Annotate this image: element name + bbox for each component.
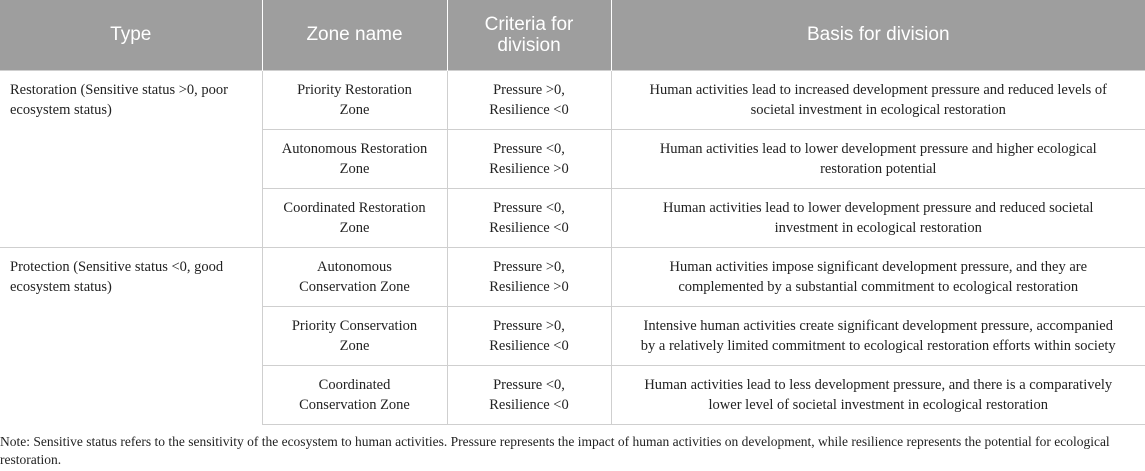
zone-name-line1: Coordinated — [318, 376, 391, 393]
zone-name-cell — [262, 365, 447, 424]
zone-name-line2: Zone — [339, 219, 370, 236]
criteria-line1: Pressure >0, — [493, 317, 565, 334]
criteria-line1: Pressure <0, — [493, 140, 565, 157]
type-cell-restoration: Restoration (Sensitive status >0, poor ecosystem status) — [0, 70, 262, 247]
header-type: Type — [0, 0, 262, 70]
zone-name-cell — [262, 306, 447, 365]
zone-name-line2: Zone — [339, 160, 370, 177]
basis-cell — [611, 365, 1145, 424]
table-row — [0, 70, 1145, 129]
header-row — [0, 0, 1145, 70]
header-criteria — [447, 0, 611, 70]
basis-line2: restoration potential — [820, 160, 937, 177]
criteria-cell — [447, 306, 611, 365]
table-note: Note: Sensitive status refers to the sensitivity of the ecosystem to human activities. Pressure represents the impact of human activities on development, while resilience represents the potential for ecological restoration. — [0, 434, 1110, 467]
basis-line1: Human activities lead to lower development pressure and higher ecological — [659, 140, 1097, 157]
header-zone-name: Zone name — [262, 0, 447, 70]
zone-name-line2: Zone — [339, 337, 370, 354]
basis-line2: lower level of societal investment in ecological restoration — [708, 396, 1048, 413]
table-body — [0, 70, 1145, 424]
criteria-line2: Resilience <0 — [489, 219, 569, 236]
basis-line2: societal investment in ecological restoration — [750, 101, 1006, 118]
zone-name-line1: Coordinated Restoration — [283, 199, 426, 216]
zone-name-cell — [262, 70, 447, 129]
zone-name-cell — [262, 129, 447, 188]
basis-line1: Human activities lead to lower development pressure and reduced societal — [663, 199, 1094, 216]
criteria-line2: Resilience <0 — [489, 337, 569, 354]
basis-cell — [611, 306, 1145, 365]
zone-name-line2: Conservation Zone — [299, 396, 410, 413]
criteria-line2: Resilience >0 — [489, 160, 569, 177]
criteria-line1: Pressure <0, — [493, 199, 565, 216]
zone-name-cell — [262, 188, 447, 247]
zone-name-cell — [262, 247, 447, 306]
criteria-line1: Pressure <0, — [493, 376, 565, 393]
basis-line2: investment in ecological restoration — [774, 219, 982, 236]
header-basis: Basis for division — [611, 0, 1145, 70]
criteria-cell — [447, 188, 611, 247]
criteria-line2: Resilience <0 — [489, 101, 569, 118]
basis-line1: Human activities lead to increased development pressure and reduced levels of — [649, 81, 1107, 98]
basis-cell — [611, 129, 1145, 188]
table-row — [0, 247, 1145, 306]
criteria-cell — [447, 365, 611, 424]
zone-name-line1: Autonomous Restoration — [281, 140, 428, 157]
zone-name-line2: Conservation Zone — [299, 278, 410, 295]
basis-line1: Intensive human activities create significant development pressure, accompanied — [643, 317, 1113, 334]
criteria-line2: Resilience <0 — [489, 396, 569, 413]
basis-cell — [611, 70, 1145, 129]
criteria-cell — [447, 129, 611, 188]
criteria-cell — [447, 247, 611, 306]
basis-cell — [611, 188, 1145, 247]
basis-line1: Human activities lead to less development pressure, and there is a comparatively — [644, 376, 1113, 393]
zone-name-line1: Autonomous — [317, 258, 392, 275]
criteria-cell — [447, 70, 611, 129]
zone-name-line1: Priority Restoration — [297, 81, 412, 98]
basis-line2: by a relatively limited commitment to ecological restoration efforts within society — [640, 337, 1116, 354]
table-header — [0, 0, 1145, 70]
header-criteria-line2: division — [497, 34, 561, 56]
criteria-line1: Pressure >0, — [493, 258, 565, 275]
header-criteria-line1: Criteria for — [484, 13, 574, 35]
basis-line1: Human activities impose significant development pressure, and they are — [669, 258, 1088, 275]
criteria-line2: Resilience >0 — [489, 278, 569, 295]
zone-name-line2: Zone — [339, 101, 370, 118]
basis-line2: complemented by a substantial commitment to ecological restoration — [678, 278, 1079, 295]
basis-cell — [611, 247, 1145, 306]
zone-name-line1: Priority Conservation — [291, 317, 418, 334]
type-cell-protection: Protection (Sensitive status <0, good ecosystem status) — [0, 247, 262, 424]
criteria-line1: Pressure >0, — [493, 81, 565, 98]
